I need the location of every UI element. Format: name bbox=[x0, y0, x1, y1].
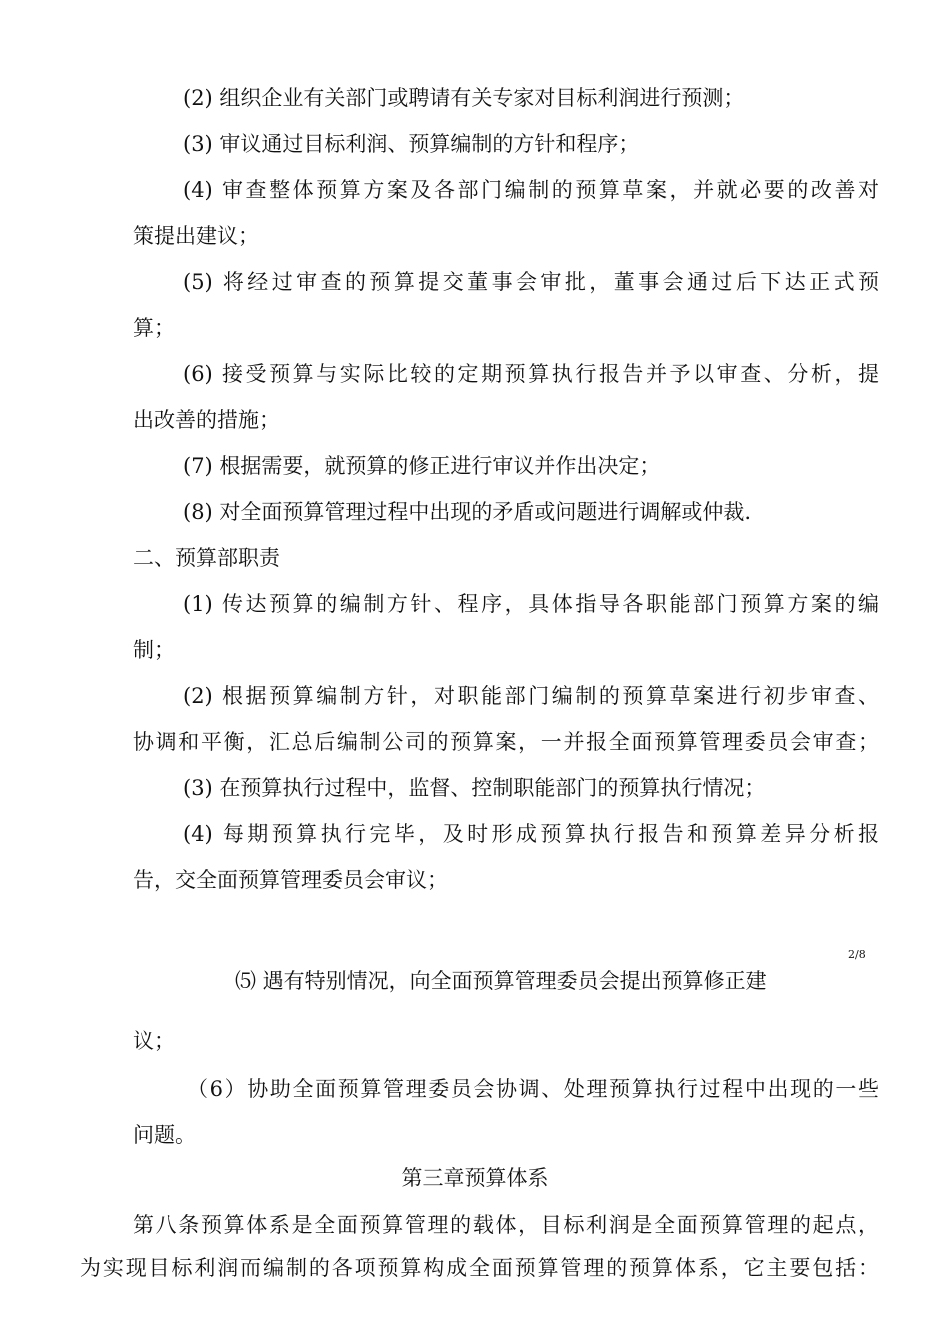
item-4-line1: (4) 审查整体预算方案及各部门编制的预算草案，并就必要的改善对 bbox=[183, 178, 879, 202]
item-2: (2) 组织企业有关部门或聘请有关专家对目标利润进行预测； bbox=[183, 86, 745, 110]
duty-6-line2: 问题。 bbox=[133, 1123, 196, 1147]
duty-5-line2: 议； bbox=[133, 1029, 175, 1053]
duty-6-line1: （6）协助全面预算管理委员会协调、处理预算执行过程中出现的一些 bbox=[187, 1077, 879, 1101]
item-8: (8) 对全面预算管理过程中出现的矛盾或问题进行调解或仲裁. bbox=[183, 500, 752, 524]
duty-5-line1: ⑸ 遇有特别情况，向全面预算管理委员会提出预算修正建 bbox=[235, 969, 767, 993]
item-6-line2: 出改善的措施； bbox=[133, 408, 280, 432]
duty-1-line2: 制； bbox=[133, 638, 175, 662]
duty-3: (3) 在预算执行过程中，监督、控制职能部门的预算执行情况； bbox=[183, 776, 766, 800]
duty-1-line1: (1) 传达预算的编制方针、程序，具体指导各职能部门预算方案的编 bbox=[183, 592, 879, 616]
item-7: (7) 根据需要，就预算的修正进行审议并作出决定； bbox=[183, 454, 661, 478]
section-heading-budget-dept: 二、预算部职责 bbox=[133, 546, 280, 570]
duty-2-line2: 协调和平衡，汇总后编制公司的预算案，一并报全面预算管理委员会审查； bbox=[133, 730, 879, 754]
item-4-line2: 策提出建议； bbox=[133, 224, 259, 248]
article-8-line2: 为实现目标利润而编制的各项预算构成全面预算管理的预算体系，它主要包括： bbox=[80, 1256, 879, 1280]
duty-4-line2: 告，交全面预算管理委员会审议； bbox=[133, 868, 448, 892]
item-5-line2: 算； bbox=[133, 316, 175, 340]
duty-2-line1: (2) 根据预算编制方针，对职能部门编制的预算草案进行初步审查、 bbox=[183, 684, 879, 708]
item-3: (3) 审议通过目标利润、预算编制的方针和程序； bbox=[183, 132, 640, 156]
article-8-line1: 第八条预算体系是全面预算管理的载体，目标利润是全面预算管理的起点， bbox=[133, 1213, 879, 1237]
chapter-title: 第三章预算体系 bbox=[401, 1166, 549, 1190]
item-6-line1: (6) 接受预算与实际比较的定期预算执行报告并予以审查、分析，提 bbox=[183, 362, 879, 386]
item-5-line1: (5) 将经过审查的预算提交董事会审批，董事会通过后下达正式预 bbox=[183, 270, 879, 294]
page-number: 2/8 bbox=[848, 948, 866, 961]
duty-4-line1: (4) 每期预算执行完毕，及时形成预算执行报告和预算差异分析报 bbox=[183, 822, 879, 846]
